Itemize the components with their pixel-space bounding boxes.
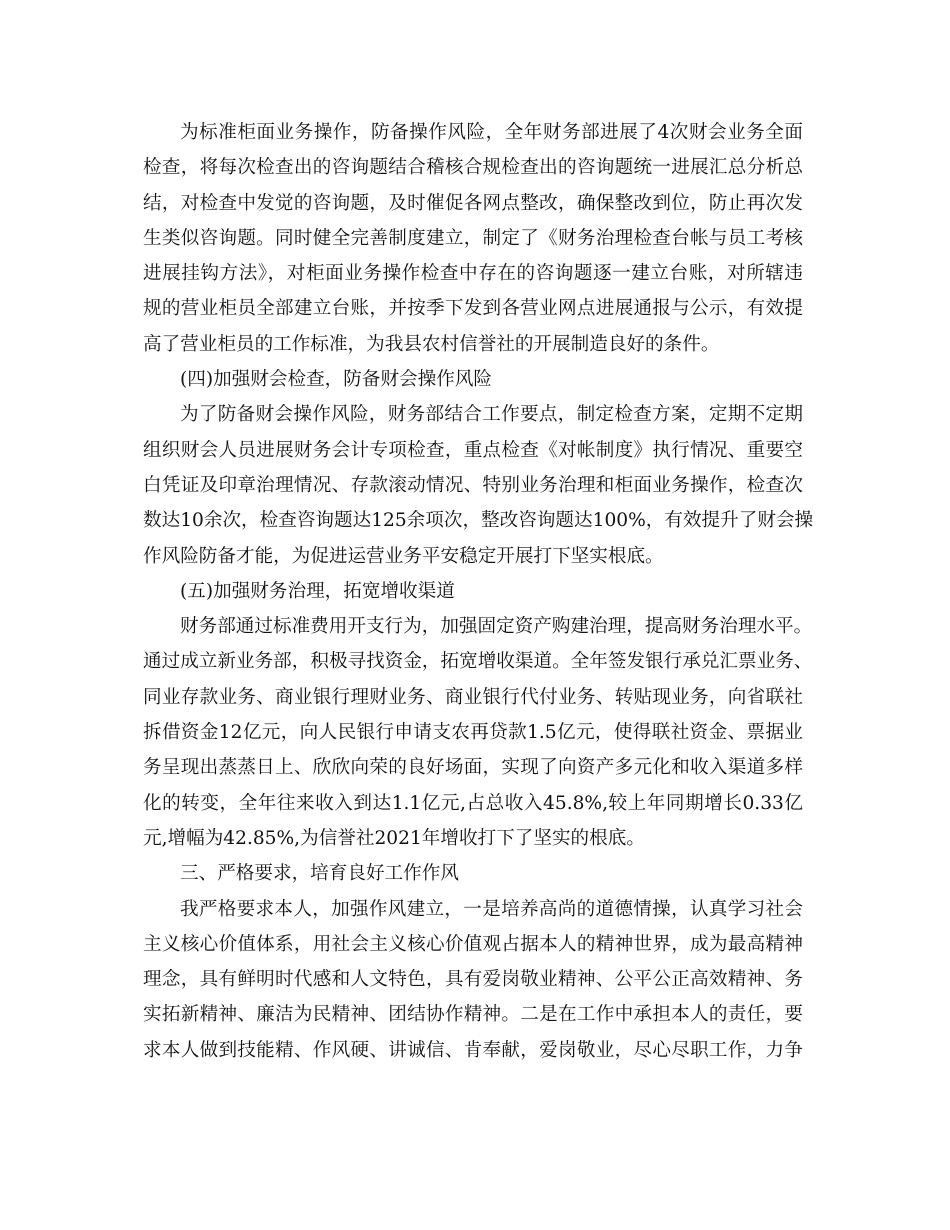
- text-line: 结，对检查中发觉的咨询题，及时催促各网点整改，确保整改到位，防止再次发: [143, 192, 803, 214]
- text-line: 进展挂钩方法》，对柜面业务操作检查中存在的咨询题逐一建立台账，对所辖违: [143, 263, 803, 285]
- text-line: 数达10余次，检查咨询题达125余项次，整改咨询题达100%，有效提升了财会操: [143, 510, 814, 532]
- text-line: 拆借资金12亿元，向人民银行申请支农再贷款1.5亿元，使得联社资金、票据业: [143, 722, 803, 744]
- document-page: [143, 115, 814, 1068]
- text-line: 规的营业柜员全部建立台账，并按季下发到各营业网点进展通报与公示，有效提: [143, 298, 803, 320]
- text-line: 务呈现出蒸蒸日上、欣欣向荣的良好场面，实现了向资产多元化和收入渠道多样: [143, 757, 803, 779]
- text-line: 化的转变，全年往来收入到达1.1亿元,占总收入45.8%,较上年同期增长0.33亿: [143, 792, 803, 814]
- text-line: 高了营业柜员的工作标准，为我县农村信誉社的开展制造良好的条件。: [143, 333, 720, 355]
- text-line: 求本人做到技能精、作风硬、讲诚信、肯奉献，爱岗敬业，尽心尽职工作，力争: [143, 1039, 803, 1061]
- text-line: 财务部通过标准费用开支行为，加强固定资产购建治理，提高财务治理水平。: [180, 616, 813, 638]
- text-line: (五)加强财务治理，拓宽增收渠道: [180, 580, 455, 602]
- text-line: 作风险防备才能，为促进运营业务平安稳定开展打下坚实根底。: [143, 545, 664, 567]
- text-line: 检查，将每次检查出的咨询题结合稽核合规检查出的咨询题统一进展汇总分析总: [143, 157, 803, 179]
- text-line: 组织财会人员进展财务会计专项检查，重点检查《对帐制度》执行情况、重要空: [143, 439, 803, 461]
- text-line: 我严格要求本人，加强作风建立，一是培养高尚的道德情操，认真学习社会: [180, 898, 803, 920]
- text-line: 为了防备财会操作风险，财务部结合工作要点，制定检查方案，定期不定期: [180, 404, 803, 426]
- text-line: 生类似咨询题。同时健全完善制度建立，制定了《财务治理检查台帐与员工考核: [143, 227, 803, 249]
- text-line: 同业存款业务、商业银行理财业务、商业银行代付业务、转贴现业务，向省联社: [143, 686, 803, 708]
- text-line: 通过成立新业务部，积极寻找资金，拓宽增收渠道。全年签发银行承兑汇票业务、: [143, 651, 813, 673]
- text-line: (四)加强财会检查，防备财会操作风险: [180, 369, 493, 391]
- text-line: 实拓新精神、廉洁为民精神、团结协作精神。二是在工作中承担本人的责任，要: [143, 1004, 803, 1026]
- text-line: 主义核心价值体系，用社会主义核心价值观占据本人的精神世界，成为最高精神: [143, 933, 803, 955]
- text-line: 白凭证及印章治理情况、存款滚动情况、特别业务治理和柜面业务操作，检查次: [143, 474, 803, 496]
- text-line: 为标准柜面业务操作，防备操作风险，全年财务部进展了4次财会业务全面: [180, 122, 803, 143]
- text-line: 三、严格要求，培育良好工作作风: [180, 863, 459, 885]
- text-line: 理念，具有鲜明时代感和人文特色，具有爱岗敬业精神、公平公正高效精神、务: [143, 969, 803, 991]
- text-line: 元,增幅为42.85%,为信誉社2021年增收打下了坚实的根底。: [143, 827, 645, 849]
